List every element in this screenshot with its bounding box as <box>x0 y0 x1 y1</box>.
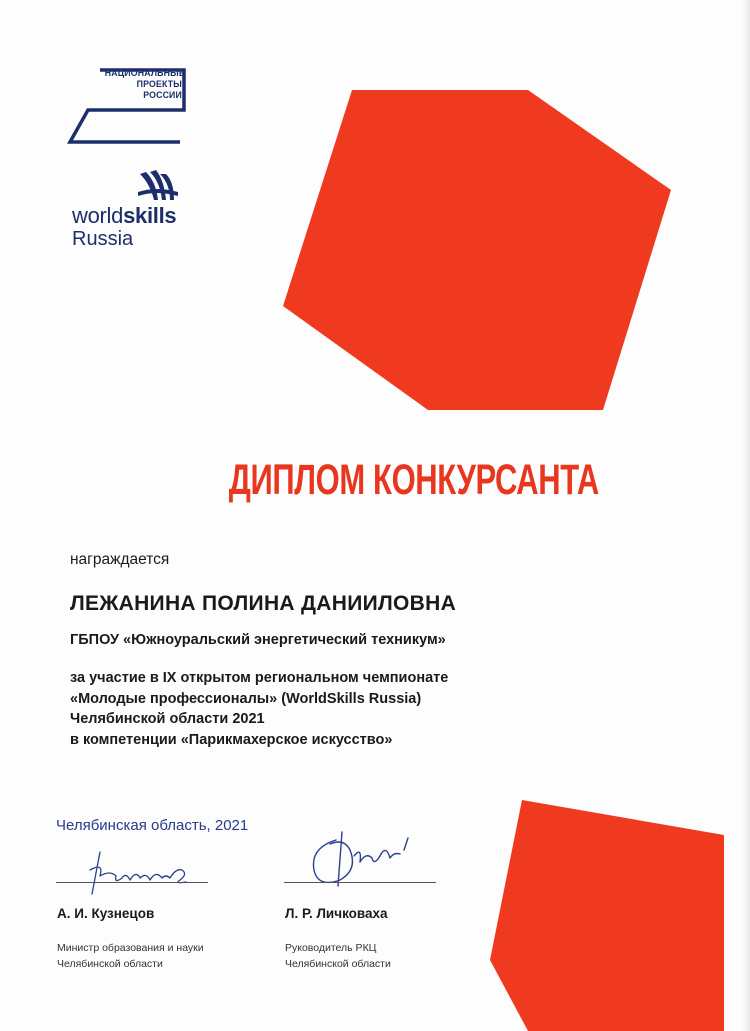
signatory-1-position: Министр образования и науки Челябинской области <box>57 942 204 970</box>
signature-1 <box>70 840 210 900</box>
diploma-title: ДИПЛОМ КОНКУРСАНТА <box>228 456 599 504</box>
place-year: Челябинская область, 2021 <box>56 817 249 834</box>
recipient-name: ЛЕЖАНИНА ПОЛИНА ДАНИИЛОВНА <box>70 592 457 615</box>
reason-line: Челябинской области 2021 <box>70 711 265 727</box>
national-projects-text: НАЦИОНАЛЬНЫЕ ПРОЕКТЫ РОССИИ <box>104 68 185 101</box>
reason-line: в компетенции «Парикмахерское искусство» <box>70 731 393 748</box>
worldskills-country: Russia <box>72 228 134 250</box>
bottom-red-polygon <box>490 800 724 1031</box>
award-reason <box>70 668 448 750</box>
signatory-1-name: А. И. Кузнецов <box>57 906 155 921</box>
reason-line: «Молодые профессионалы» (WorldSkills Russia) <box>70 690 422 707</box>
scan-edge <box>742 0 750 1031</box>
awarded-label: награждается <box>70 551 170 568</box>
signatory-2-position: Руководитель РКЦ Челябинской области <box>285 942 391 970</box>
signature-line-2 <box>284 882 436 883</box>
signature-2 <box>300 826 420 896</box>
top-red-polygon <box>283 90 671 410</box>
signatory-2-name: Л. Р. Личковаха <box>285 906 388 921</box>
signature-line-1 <box>56 882 208 883</box>
recipient-organization: ГБПОУ «Южноуральский энергетический техникум» <box>70 632 446 648</box>
worldskills-wordmark: worldskills <box>72 203 177 228</box>
reason-line: за участие в IX открытом региональном чемпионате <box>70 670 449 686</box>
